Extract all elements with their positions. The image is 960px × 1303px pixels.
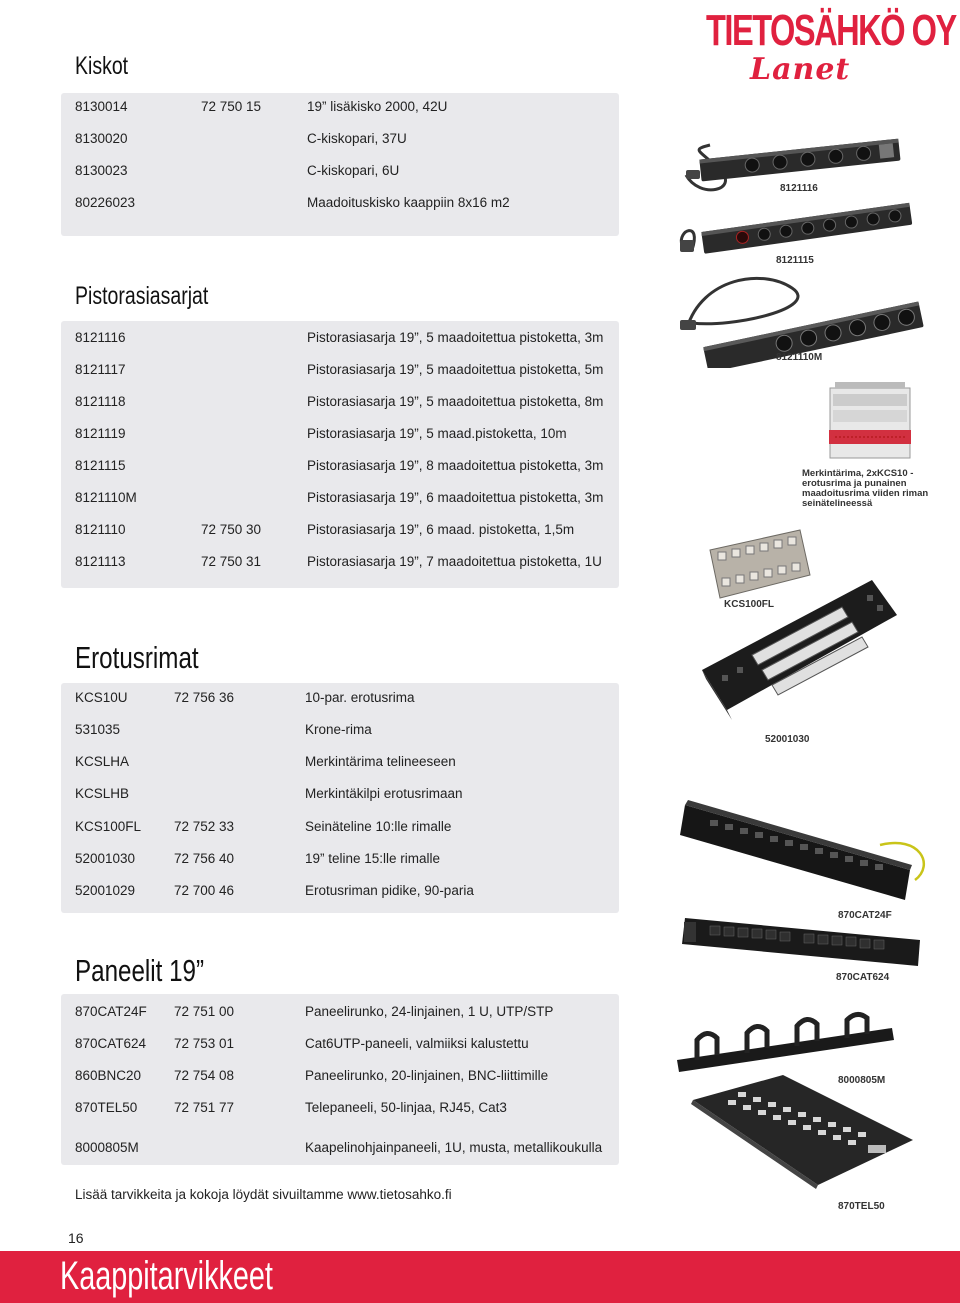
section-title-kiskot: Kiskot [75,52,129,80]
table-row [75,394,619,414]
product-description: C-kiskopari, 6U [307,163,400,178]
alt-code: 72 751 77 [174,1100,235,1115]
product-description: Cat6UTP-paneeli, valmiiksi kalustettu [305,1036,529,1051]
caption-merkintarima: Merkintärima, 2xKCS10 -erotusrima ja punainen maadoitusrima viiden riman seinätelineessä [802,468,929,509]
alt-code: 72 700 46 [174,883,235,898]
product-code: KCS10U [75,690,128,705]
alt-code: 72 754 08 [174,1068,235,1083]
table-row [75,163,619,183]
alt-code: 72 752 33 [174,819,235,834]
product-description: Pistorasiasarja 19”, 5 maadoitettua pistoketta, 8m [307,394,604,409]
brand-name: TIETOSÄHKÖ OY [706,6,956,55]
banner-title: Kaappitarvikkeet [60,1254,273,1298]
product-description: Pistorasiasarja 19”, 8 maadoitettua pistoketta, 3m [307,458,604,473]
table-row [75,131,619,151]
product-code: 8121119 [75,426,126,441]
product-description: Kaapelinohjainpaneeli, 1U, musta, metallikoukulla [305,1140,603,1155]
table-row [75,883,619,903]
table-row [75,330,619,350]
brand-sub-logo: Lanet [750,52,851,87]
product-description: Seinäteline 10:lle rimalle [305,819,452,834]
product-code: 860BNC20 [75,1068,142,1083]
caption-8000805M: 8000805M [838,1075,886,1086]
rack-frame-image-52001030 [692,575,907,725]
label-strip-rack-image [825,380,915,465]
alt-code: 72 750 30 [201,522,262,537]
alt-code: 72 753 01 [174,1036,235,1051]
table-row [75,195,619,215]
product-description: C-kiskopari, 37U [307,131,407,146]
caption-870TEL50: 870TEL50 [838,1201,885,1212]
patch-panel-image-870CAT624 [680,910,925,970]
product-description: 10-par. erotusrima [305,690,415,705]
alt-code: 72 756 40 [174,851,235,866]
table-row [75,786,619,806]
page-number: 16 [68,1230,84,1246]
product-description: Merkintäkilpi erotusrimaan [305,786,463,801]
product-description: Pistorasiasarja 19”, 5 maadoitettua pistoketta, 3m [307,330,604,345]
product-description: Telepaneeli, 50-linjaa, RJ45, Cat3 [305,1100,507,1115]
product-code: 870TEL50 [75,1100,138,1115]
product-code: 8121117 [75,362,126,377]
caption-8121116: 8121116 [780,183,818,194]
patch-panel-image-870CAT24F [680,795,940,910]
table-row [75,722,619,742]
product-code: KCSLHB [75,786,130,801]
product-description: Paneelirunko, 20-linjainen, BNC-liittimille [305,1068,549,1083]
table-kiskot [61,93,619,236]
alt-code: 72 751 00 [174,1004,235,1019]
product-code: KCS100FL [75,819,142,834]
footer-note: Lisää tarvikkeita ja kokoja löydät sivuiltamme www.tietosahko.fi [75,1187,452,1202]
table-row [75,426,619,446]
product-code: 52001029 [75,883,136,898]
product-description: 19” teline 15:lle rimalle [305,851,441,866]
product-description: Pistorasiasarja 19”, 7 maadoitettua pistoketta, 1U [307,554,602,569]
product-code: 8130014 [75,99,128,114]
caption-kcs100fl: KCS100FL [724,599,775,610]
product-code: 8130020 [75,131,128,146]
table-row [75,490,619,510]
table-row [75,458,619,478]
table-row [75,362,619,382]
table-row [75,1036,619,1056]
product-code: 8121116 [75,330,126,345]
product-description: 19” lisäkisko 2000, 42U [307,99,448,114]
table-row [75,819,619,839]
table-row [75,690,619,710]
table-row [75,754,619,774]
section-title-pistorasiasarjat: Pistorasiasarjat [75,282,209,310]
section-title-erotusrimat: Erotusrimat [75,640,199,675]
product-description: Merkintärima telineeseen [305,754,456,769]
product-description: Pistorasiasarja 19”, 5 maadoitettua pistoketta, 5m [307,362,604,377]
table-row [75,522,619,542]
product-description: Pistorasiasarja 19”, 5 maad.pistoketta, 10m [307,426,567,441]
product-code: 870CAT24F [75,1004,147,1019]
product-code: 8121110M [75,490,137,505]
product-code: 8000805M [75,1140,139,1155]
caption-8121115: 8121115 [776,255,814,266]
table-row [75,1004,619,1024]
product-code: 52001030 [75,851,136,866]
table-row [75,1140,619,1160]
alt-code: 72 756 36 [174,690,235,705]
table-row [75,554,619,574]
table-row [75,1068,619,1088]
product-code: 8121115 [75,458,126,473]
table-row [75,851,619,871]
product-code: 8130023 [75,163,128,178]
product-description: Krone-rima [305,722,372,737]
brand-logo [706,4,956,87]
product-code: 531035 [75,722,121,737]
table-row [75,99,619,119]
table-pistorasiasarjat [61,321,619,588]
product-code: 8121118 [75,394,126,409]
product-code: KCSLHA [75,754,130,769]
caption-870CAT24F: 870CAT24F [838,910,892,921]
table-paneelit [61,994,619,1165]
product-code: 8121113 [75,554,126,569]
product-description: Maadoituskisko kaappiin 8x16 m2 [307,195,510,210]
alt-code: 72 750 15 [201,99,262,114]
tele-panel-image-870TEL50 [688,1070,918,1190]
product-description: Paneelirunko, 24-linjainen, 1 U, UTP/STP [305,1004,554,1019]
table-erotusrimat [61,683,619,913]
alt-code: 72 750 31 [201,554,262,569]
table-row [75,1100,619,1120]
caption-52001030: 52001030 [765,734,810,745]
product-code: 870CAT624 [75,1036,147,1051]
caption-8121110M: 8121110M [776,352,823,363]
product-code: 80226023 [75,195,136,210]
product-description: Pistorasiasarja 19”, 6 maadoitettua pistoketta, 3m [307,490,604,505]
product-description: Erotusriman pidike, 90-paria [305,883,474,898]
product-code: 8121110 [75,522,126,537]
product-description: Pistorasiasarja 19”, 6 maad. pistoketta, 1,5m [307,522,575,537]
caption-870CAT624: 870CAT624 [836,972,890,983]
section-title-paneelit: Paneelit 19” [75,953,205,988]
